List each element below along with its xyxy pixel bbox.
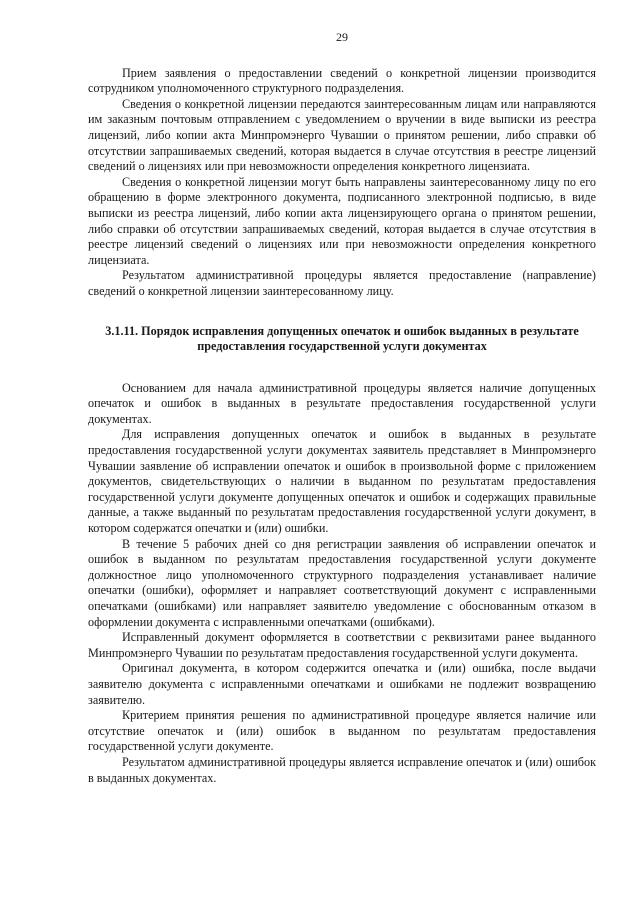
paragraph: В течение 5 рабочих дней со дня регистрации заявления об исправлении опечаток и ошибок в выданном по результатам предоставления государственной услуги документе должностное лицо уполномоченного структурного подразделения устанавливает наличие опечатки (ошибки), оформляет и направляет соответствующий документ с исправленными опечатками (ошибками) или направляет заявителю уведомление с обоснованным отказом в оформлении документа с исправленными опечатками (ошибками).: [88, 536, 596, 629]
page-number: 29: [336, 30, 348, 44]
paragraph: Основанием для начала административной процедуры является наличие допущенных опечаток и ошибок в выданных в результате предоставления государственной услуги документах.: [88, 380, 596, 426]
paragraph: Исправленный документ оформляется в соответствии с реквизитами ранее выданного Минпромэнерго Чувашии по результатам предоставления государственной услуги документа.: [88, 630, 596, 660]
paragraph: Результатом административной процедуры является предоставление (направление) сведений о конкретной лицензии заинтересованному лицу.: [88, 268, 596, 298]
paragraph: Прием заявления о предоставлении сведений о конкретной лицензии производится сотрудником уполномоченного структурного подразделения.: [88, 65, 596, 96]
paragraph: Для исправления допущенных опечаток и ошибок в выданных в результате предоставления государственной услуги документах заявитель представляет в Минпромэнерго Чувашии заявление об исправлении опечаток и ошибок в произвольной форме с приложением документов, свидетельствующих о наличии в выданном по результатам предоставления государственной услуги документе допущенных опечаток и ошибок и содержащих правильные данные, а также выданный по результатам предоставления государственной услуги документ, в котором содержатся опечатки и (или) ошибки.: [88, 427, 596, 536]
paragraph: Сведения о конкретной лицензии могут быть направлены заинтересованному лицу по его обращению в форме электронного документа, подписанного электронной подписью, в виде выписки из реестра лицензий, либо копии акта лицензирующего органа о принятом решении, либо справки об отсутствии запрашиваемых сведений, которая выдается в случае отсутствия в реестре лицензий сведений о лицензиях или при невозможности определения конкретного лицензиата.: [88, 174, 596, 267]
section-heading: [88, 324, 596, 355]
paragraph: Результатом административной процедуры является исправление опечаток и (или) ошибок в выданных документах.: [88, 754, 596, 785]
paragraph: Критерием принятия решения по административной процедуре является наличие или отсутствие опечаток и (или) ошибок в выданном по результатам предоставления государственной услуги документе.: [88, 708, 596, 754]
section-heading-line: 3.1.11. Порядок исправления допущенных опечаток и ошибок выданных в результате: [105, 323, 579, 338]
paragraph: Сведения о конкретной лицензии передаются заинтересованным лицам или направляются им заказным почтовым отправлением с уведомлением о вручении в виде выписки из реестра лицензий, либо копии акта Минпромэнерго Чувашии о принятом решении, либо справки об отсутствии запрашиваемых сведений, которая выдается в случае отсутствия в реестре лицензий сведений о лицензиях или при невозможности определения конкретного лицензиата.: [88, 96, 596, 174]
section-heading-line: предоставления государственной услуги документах: [197, 339, 487, 354]
paragraph: Оригинал документа, в котором содержится опечатка и (или) ошибка, после выдачи заявителю документа с исправленными опечатками и ошибками не подлежит возвращению заявителю.: [88, 661, 596, 707]
